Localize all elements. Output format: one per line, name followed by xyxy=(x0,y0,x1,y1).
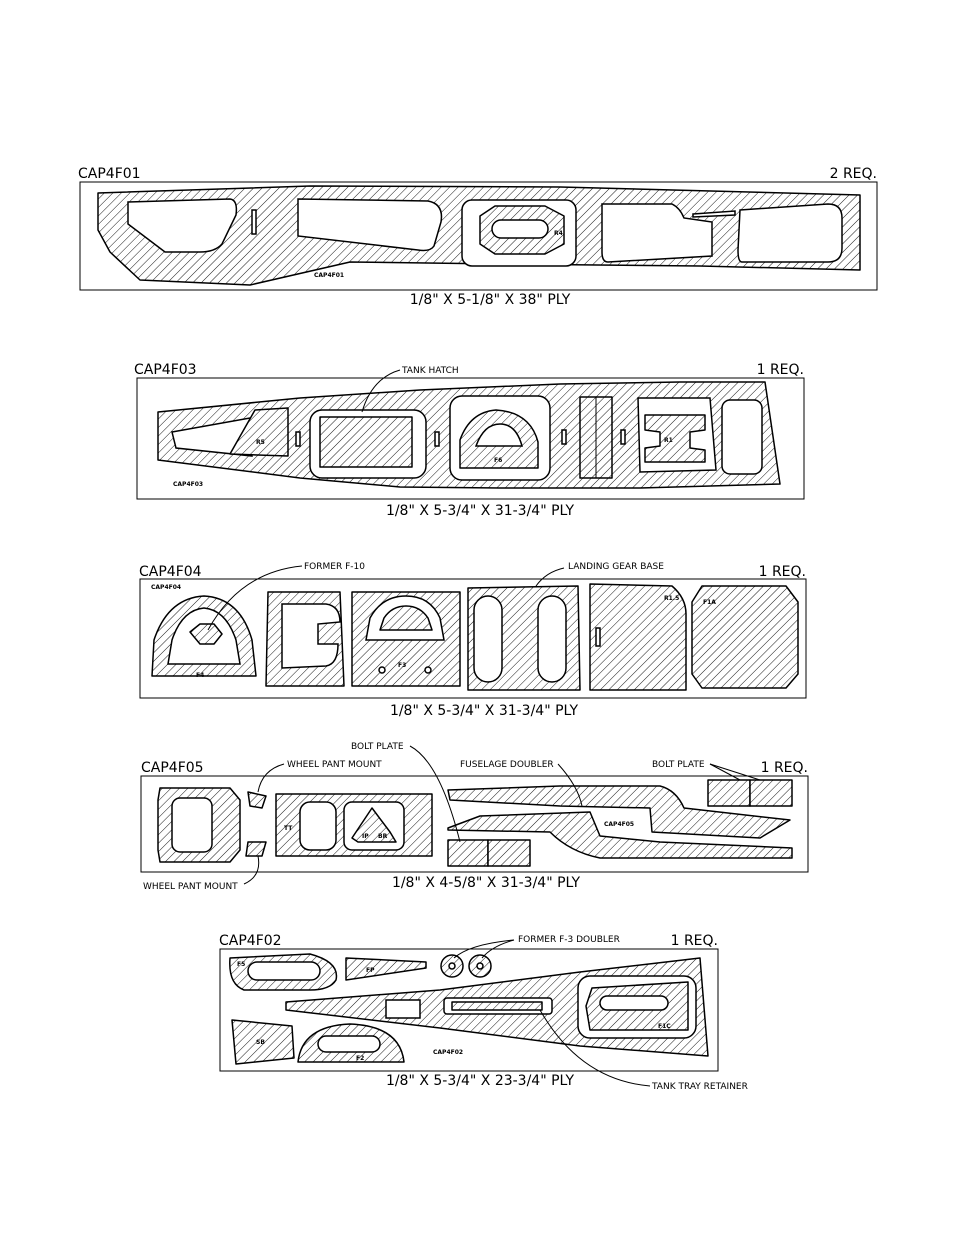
part-label: F1A xyxy=(703,599,716,606)
cutout xyxy=(318,1036,380,1052)
part-label: R5 xyxy=(256,439,265,446)
part-label: F4 xyxy=(196,672,205,679)
hole xyxy=(379,667,385,673)
leader-line xyxy=(536,568,564,586)
sheet-cap4f04 xyxy=(139,562,806,719)
part-label: F1C xyxy=(658,1023,671,1030)
cutout xyxy=(386,1000,420,1018)
bolt-plate-part xyxy=(448,840,488,866)
hole xyxy=(477,963,483,969)
callout-tank-hatch: TANK HATCH xyxy=(402,366,459,376)
cutout xyxy=(172,798,212,852)
slot xyxy=(596,628,600,646)
part-label: CAP4F04 xyxy=(151,584,182,591)
sheet-id-cap4f03: CAP4F03 xyxy=(134,362,197,378)
cutout xyxy=(738,204,842,262)
bolt-plate-part xyxy=(708,780,750,806)
tank-hatch-part xyxy=(320,417,412,467)
sheet-cap4f01 xyxy=(78,166,877,308)
sheet-id-cap4f01: CAP4F01 xyxy=(78,166,141,182)
bolt-plate-part xyxy=(750,780,792,806)
cutout xyxy=(248,962,320,980)
part-label: F3 xyxy=(398,662,407,669)
part-label: R1 xyxy=(664,437,673,444)
part-label: IP xyxy=(362,833,369,840)
tank-tray-retainer-part xyxy=(452,1002,542,1010)
stock-size-cap4f02: 1/8" X 5-3/4" X 23-3/4" PLY xyxy=(385,1073,575,1089)
part-label: FP xyxy=(366,967,375,974)
cutout xyxy=(492,220,548,238)
quantity-cap4f04: 1 REQ. xyxy=(758,564,806,580)
part-label: F5 xyxy=(237,961,246,968)
part-label: SB xyxy=(256,1039,265,1046)
stock-size-cap4f04: 1/8" X 5-3/4" X 31-3/4" PLY xyxy=(389,703,579,719)
quantity-cap4f02: 1 REQ. xyxy=(670,933,718,949)
slot xyxy=(621,430,625,444)
hole xyxy=(449,963,455,969)
sheet-id-cap4f05: CAP4F05 xyxy=(141,760,204,776)
callout-former-f10: FORMER F-10 xyxy=(304,562,365,572)
cutout xyxy=(600,996,668,1010)
part-label: R1.5 xyxy=(664,595,680,602)
sheet-id-cap4f02: CAP4F02 xyxy=(219,933,282,949)
slot xyxy=(435,432,439,446)
quantity-cap4f01: 2 REQ. xyxy=(829,166,877,182)
quantity-cap4f03: 1 REQ. xyxy=(756,362,804,378)
callout-bolt-plate-right: BOLT PLATE xyxy=(652,760,705,770)
callout-landing-gear-base: LANDING GEAR BASE xyxy=(568,562,664,572)
cutout xyxy=(722,400,762,474)
leader-line xyxy=(244,856,259,884)
slot xyxy=(252,210,256,234)
stock-size-cap4f01: 1/8" X 5-1/8" X 38" PLY xyxy=(409,292,571,308)
former-fp-part xyxy=(346,958,426,980)
callout-wheel-pant-mount-lower: WHEEL PANT MOUNT xyxy=(143,882,238,892)
sheet-cap4f05 xyxy=(141,742,808,892)
part-label: CAP4F02 xyxy=(433,1049,464,1056)
sheet-id-cap4f04: CAP4F04 xyxy=(139,564,202,580)
hole xyxy=(425,667,431,673)
callout-tank-tray-retainer: TANK TRAY RETAINER xyxy=(652,1082,748,1092)
part-label: CAP4F05 xyxy=(604,821,635,828)
wheel-pant-mount-part xyxy=(246,842,266,856)
callout-former-f3-doubler: FORMER F-3 DOUBLER xyxy=(518,935,620,945)
slot xyxy=(562,430,566,444)
part-label: BR xyxy=(378,833,388,840)
stock-size-cap4f03: 1/8" X 5-3/4" X 31-3/4" PLY xyxy=(385,503,575,519)
sheet-cap4f02 xyxy=(219,933,748,1092)
sheet-cap4f03 xyxy=(134,362,804,519)
cutout xyxy=(474,596,502,682)
callout-fuselage-doubler: FUSELAGE DOUBLER xyxy=(460,760,554,770)
wheel-pant-mount-part xyxy=(248,792,266,808)
cutout xyxy=(538,596,566,682)
slot xyxy=(296,432,300,446)
callout-bolt-plate: BOLT PLATE xyxy=(351,742,404,752)
part-label: F2 xyxy=(356,1055,365,1062)
part-label: CAP4F03 xyxy=(173,481,204,488)
part-label: TT xyxy=(284,825,293,832)
part-label: CAP4F01 xyxy=(314,272,345,279)
stock-size-cap4f05: 1/8" X 4-5/8" X 31-3/4" PLY xyxy=(391,875,581,891)
cutout xyxy=(300,802,336,850)
callout-wheel-pant-mount: WHEEL PANT MOUNT xyxy=(287,760,382,770)
quantity-cap4f05: 1 REQ. xyxy=(760,760,808,776)
leader-line xyxy=(258,764,284,792)
part-label: R4 xyxy=(554,230,563,237)
part-label: F6 xyxy=(494,457,503,464)
bolt-plate-part xyxy=(488,840,530,866)
